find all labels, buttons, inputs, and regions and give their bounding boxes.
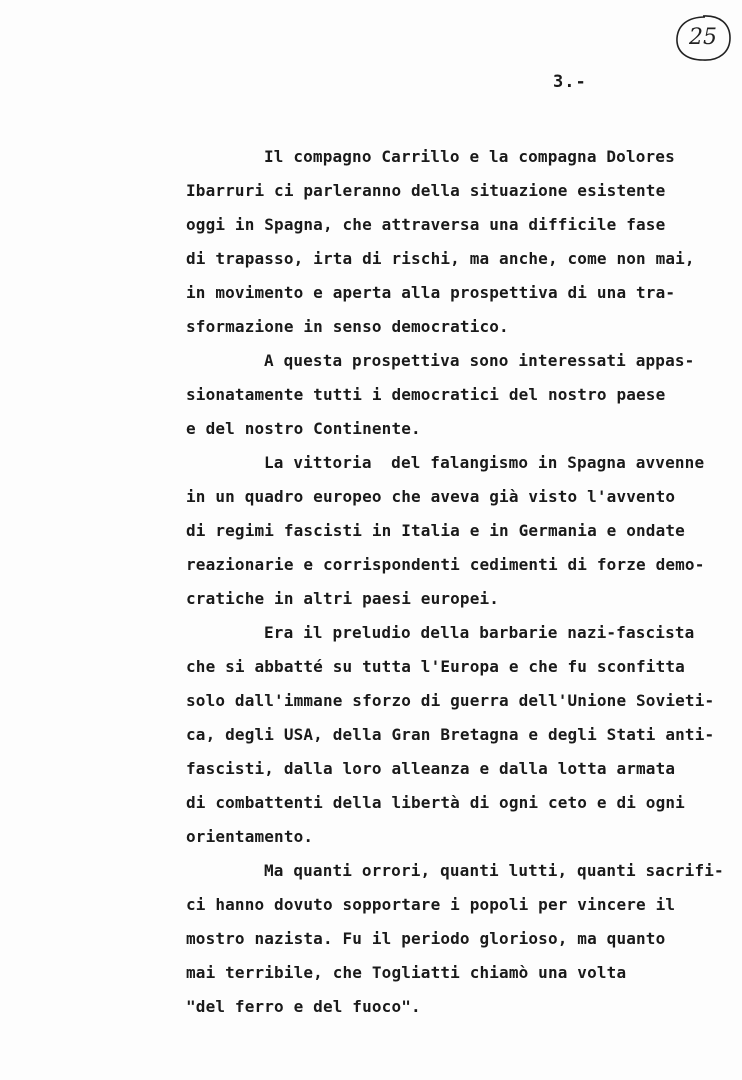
text-line: Ibarruri ci parleranno della situazione esistente — [186, 181, 666, 200]
text-line: Era il preludio della barbarie nazi-fascista — [264, 623, 695, 642]
page-stamp — [672, 12, 734, 64]
text-line: di trapasso, irta di rischi, ma anche, come non mai, — [186, 249, 695, 268]
text-line: che si abbatté su tutta l'Europa e che fu sconfitta — [186, 657, 685, 676]
text-line: reazionarie e corrispondenti cedimenti di forze demo- — [186, 555, 705, 574]
text-line: ci hanno dovuto sopportare i popoli per vincere il — [186, 895, 676, 914]
page-number: 3.- — [553, 72, 587, 92]
text-line: mai terribile, che Togliatti chiamò una volta — [186, 963, 627, 982]
text-line: di combattenti della libertà di ogni ceto e di ogni — [186, 793, 685, 812]
text-line: fascisti, dalla loro alleanza e dalla lotta armata — [186, 759, 676, 778]
text-line: solo dall'immane sforzo di guerra dell'Unione Sovieti- — [186, 691, 715, 710]
text-line: oggi in Spagna, che attraversa una difficile fase — [186, 215, 666, 234]
text-line: "del ferro e del fuoco". — [186, 997, 421, 1016]
text-line: cratiche in altri paesi europei. — [186, 589, 500, 608]
text-line: A questa prospettiva sono interessati appas- — [264, 351, 695, 370]
text-line: Ma quanti orrori, quanti lutti, quanti sacrifi- — [264, 861, 724, 880]
text-line: in movimento e aperta alla prospettiva di una tra- — [186, 283, 676, 302]
text-line: e del nostro Continente. — [186, 419, 421, 438]
text-line: di regimi fascisti in Italia e in Germania e ondate — [186, 521, 685, 540]
text-line: La vittoria del falangismo in Spagna avvenne — [264, 453, 705, 472]
text-line: sformazione in senso democratico. — [186, 317, 509, 336]
text-line: ca, degli USA, della Gran Bretagna e degli Stati anti- — [186, 725, 715, 744]
text-line: mostro nazista. Fu il periodo glorioso, ma quanto — [186, 929, 666, 948]
stamp-number: 25 — [689, 25, 717, 50]
text-line: in un quadro europeo che aveva già visto l'avvento — [186, 487, 676, 506]
text-line: Il compagno Carrillo e la compagna Dolores — [264, 147, 675, 166]
text-line: orientamento. — [186, 827, 314, 846]
text-line: sionatamente tutti i democratici del nostro paese — [186, 385, 666, 404]
